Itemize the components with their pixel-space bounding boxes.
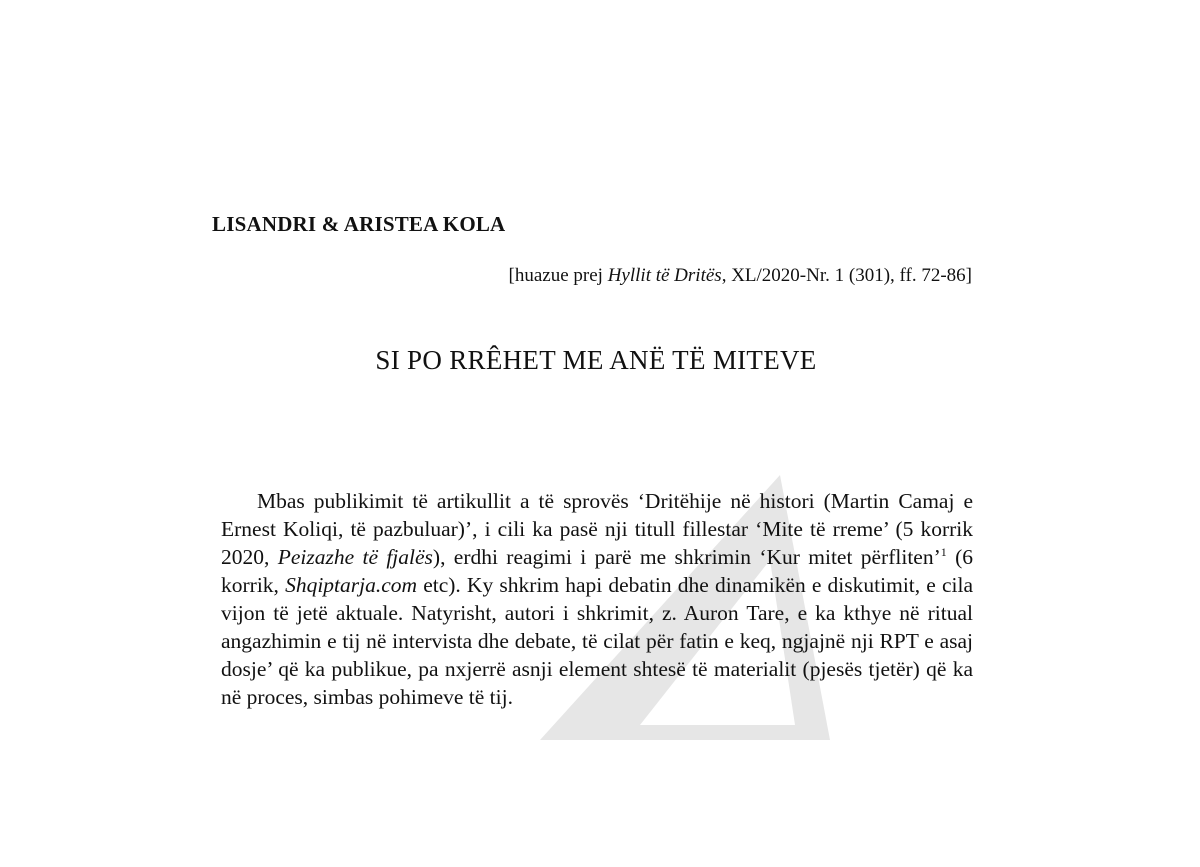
source-prefix: [huazue prej <box>508 265 608 286</box>
paragraph-italic-site: Shqiptarja.com <box>285 573 418 597</box>
article-title: SI PO RRÊHET ME ANË TË MITEVE <box>375 345 817 375</box>
footnote-marker[interactable]: 1 <box>940 544 947 559</box>
paragraph-text: etc). Ky shkrim hapi debatin dhe dinamikën e diskutimit, e cila vijon të jetë aktuale. Natyrisht, autori i shkrimit, z. Auron Tare, e ka kthye në ritual angazhimin e tij në intervista dhe debate, të cilat për fatin e keq, ngjajnë nji RPT e asaj dosje’ që ka publikue, pa nxjerrë asnji element shtesë të materialit (pjesës tjetër) që ka në proces, simbas pohimeve të tij. <box>221 573 973 709</box>
source-suffix: , XL/2020-Nr. 1 (301), ff. 72-86] <box>721 265 972 286</box>
paragraph-text: ), erdhi reagimi i parë me shkrimin ‘Kur mitet përfliten’ <box>432 545 941 569</box>
paragraph-italic-title: Peizazhe të fjalës <box>277 545 433 569</box>
paragraph-text: Mbas publikimit të artikullit a të sprovës ‘Dritëhije në histori (Martin Camaj e Ernest Koliqi, të pazbuluar)’, i cili ka pasë nji titull fillestar ‘Mite të rreme’ (5 korrik 2020, <box>221 489 973 569</box>
source-journal: Hyllit të Dritës <box>607 265 722 286</box>
article-paragraph <box>221 487 973 711</box>
source-citation <box>509 265 972 287</box>
paragraph-text: (6 korrik, <box>221 545 974 597</box>
author-name: LISANDRI & ARISTEA KOLA <box>212 212 506 236</box>
